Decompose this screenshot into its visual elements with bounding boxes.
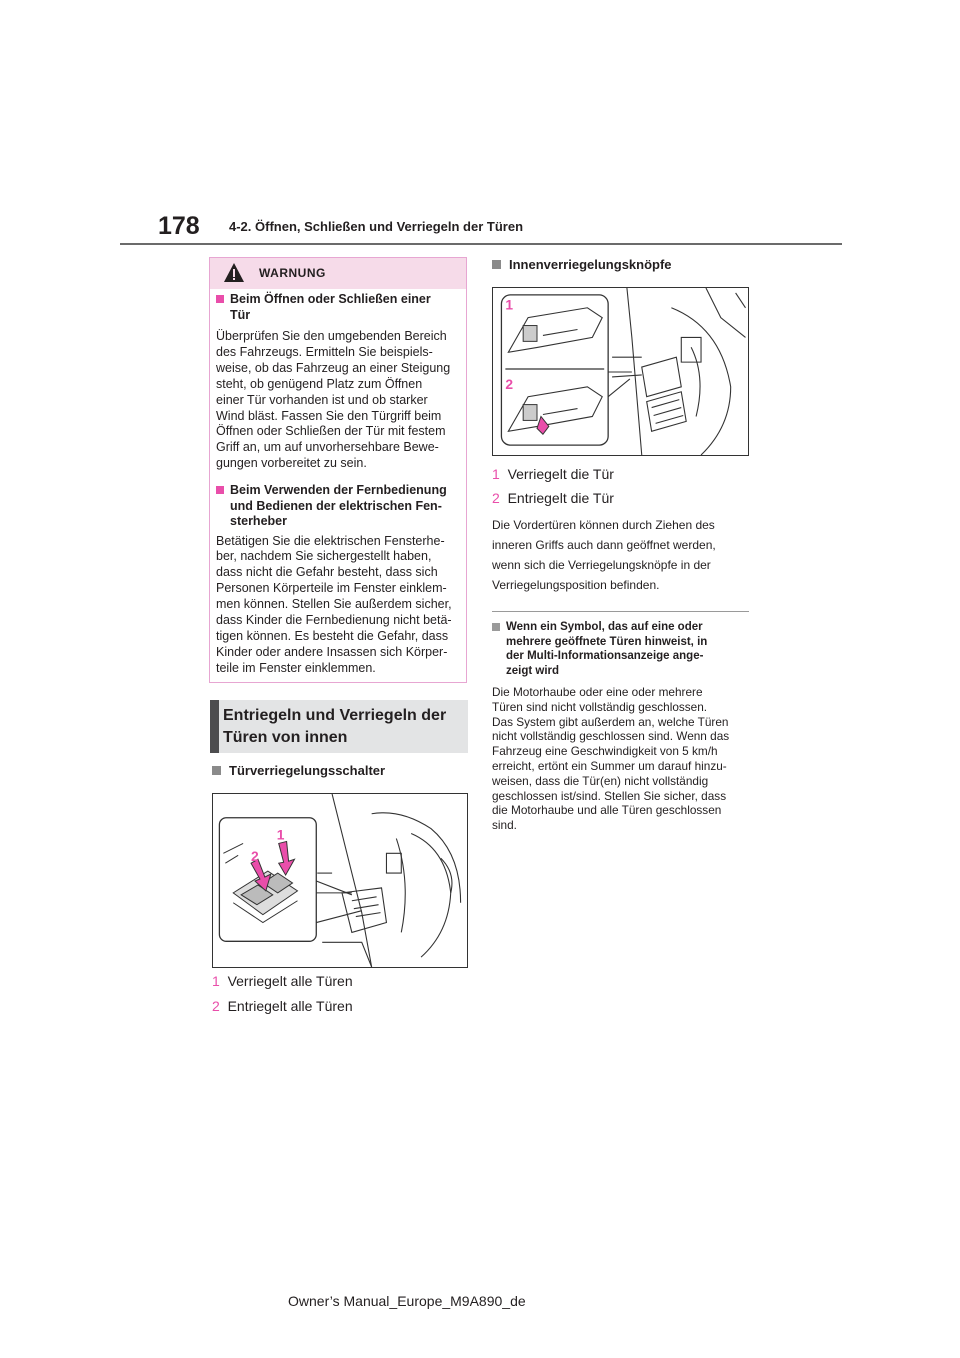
door-lock-item-1: 1 Verriegelt alle Türen bbox=[212, 973, 353, 989]
header-divider bbox=[120, 243, 842, 245]
warning-header bbox=[210, 258, 466, 289]
door-lock-switch-figure bbox=[212, 793, 468, 968]
inside-lock-buttons-heading: Innenverriegelungsknöpfe bbox=[492, 257, 672, 272]
inside-lock-buttons-figure bbox=[492, 287, 749, 456]
callout-2: 2 bbox=[251, 848, 259, 865]
warning-item-heading: Beim Öffnen oder Schließen einer Tür bbox=[216, 292, 460, 323]
bullet-square-icon bbox=[216, 486, 224, 494]
warning-item-2 bbox=[216, 483, 460, 677]
callout-2: 2 bbox=[505, 375, 514, 392]
chapter-title: 4-2. Öffnen, Schließen und Verriegeln der Türen bbox=[229, 219, 524, 234]
page-number: 178 bbox=[158, 212, 200, 240]
bullet-square-icon bbox=[212, 766, 221, 775]
bullet-square-icon bbox=[492, 260, 501, 269]
inside-lock-item-2: 2 Entriegelt die Tür bbox=[492, 490, 614, 506]
inside-lock-item-1: 1 Verriegelt die Tür bbox=[492, 466, 614, 482]
door-lock-item-2: 2 Entriegelt alle Türen bbox=[212, 998, 353, 1014]
open-door-symbol-text: Die Motorhaube oder eine oder mehrere Türen sind nicht vollständig geschlossen. Das System gibt außerdem an, welche Türen nicht vollständig geschlossen sind. Wenn das Fahrzeug eine Geschwindigkeit von 5 km/h erreicht, ertönt ein Summer um darauf hinzu- weisen, dass die Tür(en) nicht vollständig geschlossen ist/sind. Stellen Sie sicher, dass die Motorhaube und alle Türen geschlossen sind. bbox=[492, 685, 730, 833]
open-door-symbol-heading: Wenn ein Symbol, das auf eine oder mehrere geöffnete Türen hinweist, in der Multi-Informationsanzeige ange- zeigt wird bbox=[492, 620, 707, 678]
callout-1: 1 bbox=[505, 296, 514, 313]
warning-item-1 bbox=[216, 292, 460, 472]
door-lock-switch-heading: Türverriegelungsschalter bbox=[212, 763, 385, 778]
warning-item-text: Betätigen Sie die elektrischen Fensterhe- ber, nachdem Sie sichergestellt haben, dass nicht die Gefahr besteht, dass sich Personen Körperteile im Fenster einklem- men können. Stellen Sie außerdem sicher, dass Kinder die Fernbedienung nicht betä- tigen können. Es besteht die Gefahr, dass Kinder oder andere Insassen sich Körper- teile im Fenster einklemmen. bbox=[216, 533, 452, 675]
warning-item-heading: Beim Verwenden der Fernbedienung und Bedienen der elektrischen Fen-sterheber bbox=[216, 483, 460, 530]
warning-item-text: Überprüfen Sie den umgebenden Bereich des Fahrzeugs. Ermitteln Sie beispiels- weise, ob das Fahrzeug an einer Steigung steht, ob genügend Platz zum Öffnen einer Tür vorhanden ist und ob starker Wind bläst. Fassen Sie den Türgriff beim Öffnen oder Schließen der Tür mit festem Griff an, um auf unvorhersehbare Bewe- gungen vorbereitet zu sein. bbox=[216, 329, 451, 471]
footer-text: Owner’s Manual_Europe_M9A890_de bbox=[288, 1293, 526, 1309]
warning-title: WARNUNG bbox=[259, 266, 326, 280]
bullet-square-icon bbox=[492, 623, 500, 631]
callout-1: 1 bbox=[276, 826, 285, 843]
bullet-square-icon bbox=[216, 295, 224, 303]
warning-icon bbox=[223, 262, 245, 284]
inside-lock-paragraph: Die Vordertüren können durch Ziehen des inneren Griffs auch dann geöffnet werden, wenn sich die Verriegelungsknöpfe in der Verriegelungsposition befinden. bbox=[492, 518, 716, 592]
section-heading-bar bbox=[210, 700, 219, 753]
section-heading: Entriegeln und Verriegeln der Türen von innen bbox=[223, 707, 447, 746]
note-divider bbox=[492, 611, 749, 612]
